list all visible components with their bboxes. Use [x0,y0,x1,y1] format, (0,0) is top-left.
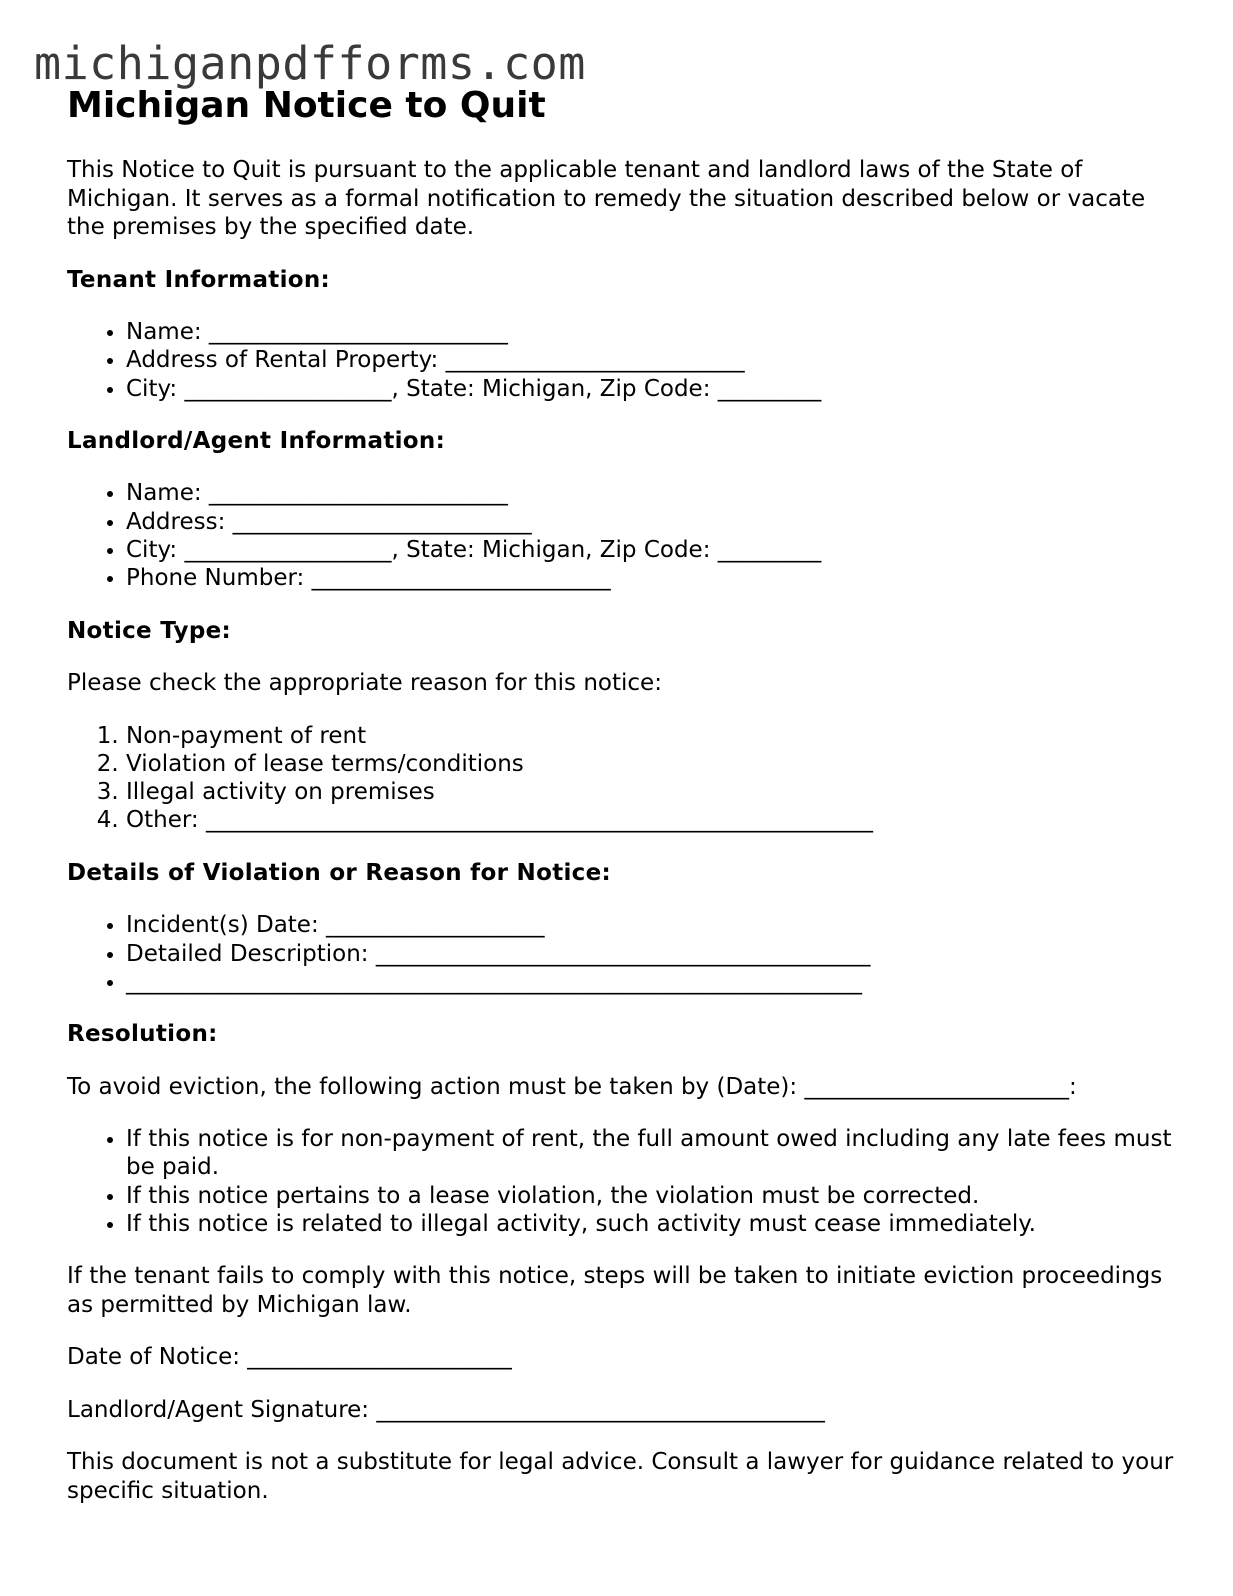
landlord-address-field[interactable]: • Address: __________________________ [126,508,1177,536]
landlord-heading: Landlord/Agent Information: [67,427,446,454]
tenant-address-field[interactable]: • Address of Rental Property: __________________________ [126,346,1177,374]
resolution-item: • If this notice is related to illegal activity, such activity must cease immediately. [126,1210,1177,1238]
tenant-name-field[interactable]: • Name: __________________________ [126,318,1177,346]
option-illegal-activity[interactable]: 3. Illegal activity on premises [126,778,1177,806]
description-continuation-field[interactable]: • ________________________________________________________________ [126,968,1177,996]
resolution-intro[interactable]: To avoid eviction, the following action must be taken by (Date): _______________________: [67,1073,1077,1100]
landlord-phone-field[interactable]: • Phone Number: __________________________ [126,564,1177,592]
intro-paragraph: This Notice to Quit is pursuant to the applicable tenant and landlord laws of the State of Michigan. It serves as a formal notification to remedy the situation described below or vacate the premises by the specified date. [67,157,1146,240]
option-other[interactable]: 4. Other: __________________________________________________________ [126,806,1177,834]
document-title: Michigan Notice to Quit [67,85,546,126]
resolution-heading: Resolution: [67,1021,218,1048]
notice-type-options [67,722,1177,835]
landlord-name-field[interactable]: • Name: __________________________ [126,479,1177,507]
watermark: michiganpdfforms.com [34,37,586,90]
option-lease-violation[interactable]: 2. Violation of lease terms/conditions [126,750,1177,778]
option-non-payment[interactable]: 1. Non-payment of rent [126,722,1177,750]
notice-type-instruction: Please check the appropriate reason for this notice: [67,670,662,697]
resolution-list [67,1125,1177,1238]
landlord-city-field[interactable]: • City: __________________, State: Michigan, Zip Code: _________ [126,536,1177,564]
tenant-heading: Tenant Information: [67,266,331,293]
date-of-notice-field[interactable]: Date of Notice: _______________________ [67,1344,512,1371]
details-list [67,911,1177,996]
landlord-info-list [67,479,1177,592]
disclaimer: This document is not a substitute for legal advice. Consult a lawyer for guidance related to your specific situation. [67,1449,1174,1504]
details-heading: Details of Violation or Reason for Notice: [67,859,612,886]
tenant-info-list [67,318,1177,403]
eviction-warning: If the tenant fails to comply with this notice, steps will be taken to initiate eviction proceedings as permitted by Michigan law. [67,1263,1163,1318]
incident-date-field[interactable]: • Incident(s) Date: ___________________ [126,911,1177,939]
signature-field[interactable]: Landlord/Agent Signature: _______________________________________ [67,1396,825,1423]
document [67,84,1177,1529]
resolution-item: • If this notice is for non-payment of rent, the full amount owed including any late fees must be paid. [126,1125,1177,1182]
detailed-description-field[interactable]: • Detailed Description: ___________________________________________ [126,940,1177,968]
tenant-city-field[interactable]: • City: __________________, State: Michigan, Zip Code: _________ [126,375,1177,403]
resolution-item: • If this notice pertains to a lease violation, the violation must be corrected. [126,1182,1177,1210]
notice-type-heading: Notice Type: [67,617,231,644]
